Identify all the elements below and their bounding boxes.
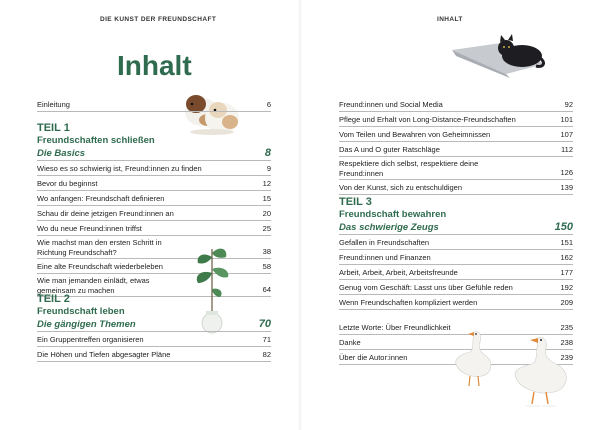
running-head-right: INHALT xyxy=(437,16,463,23)
geese-illustration xyxy=(450,326,600,416)
toc-entry[interactable] xyxy=(339,97,573,112)
toc-entry-title: Wieso es so schwierig ist, Freund:innen zu finden xyxy=(37,164,202,173)
part-1-subtitle-row[interactable] xyxy=(37,147,271,161)
part-2-subtitle-row[interactable] xyxy=(37,318,271,332)
toc-entry-title: Das A und O guter Ratschläge xyxy=(339,145,440,154)
toc-entry-title: Schau dir deine jetzigen Freund:innen an xyxy=(37,209,174,218)
toc-entry-page: 235 xyxy=(560,323,573,332)
toc-entry-page: 12 xyxy=(262,179,271,188)
toc-entry-title: Freund:innen und Social Media xyxy=(339,100,443,109)
toc-entry-title: Gefallen in Freundschaften xyxy=(339,238,430,247)
toc-entry[interactable] xyxy=(339,157,573,180)
toc-entry[interactable] xyxy=(339,250,573,265)
toc-entry-title: Einleitung xyxy=(37,100,70,109)
toc-entry-title: Wie machst man den ersten Schritt in Richtung Freundschaft? xyxy=(37,238,162,257)
toc-entry-page: 101 xyxy=(560,115,573,124)
part-2-subtitle: Die gängigen Themen xyxy=(37,319,136,330)
toc-entry-title: Letzte Worte: Über Freundlichkeit xyxy=(339,323,451,332)
toc-entry-title: Pflege und Erhalt von Long-Distance-Freundschaften xyxy=(339,115,516,124)
toc-entry-page: 71 xyxy=(262,335,271,344)
toc-entry[interactable] xyxy=(37,176,271,191)
part-3-subtitle: Das schwierige Zeugs xyxy=(339,222,439,233)
toc-entry-page: 82 xyxy=(262,350,271,359)
toc-entry[interactable] xyxy=(37,221,271,236)
toc-entry-page: 20 xyxy=(262,209,271,218)
page-title: Inhalt xyxy=(117,50,192,81)
part-3-label: TEIL 3 xyxy=(339,196,372,208)
toc-entry[interactable] xyxy=(339,295,573,310)
part-3 xyxy=(339,196,573,310)
toc-entry[interactable] xyxy=(339,235,573,250)
right-page xyxy=(300,0,600,430)
toc-entry-title: Genug vom Geschäft: Lasst uns über Gefühle reden xyxy=(339,283,513,292)
toc-entry-page: 209 xyxy=(560,298,573,307)
toc-entry-page: 9 xyxy=(266,164,271,173)
toc-entry-page: 38 xyxy=(262,247,271,256)
toc-entry[interactable] xyxy=(339,127,573,142)
toc-entry-page: 192 xyxy=(560,283,573,292)
toc-left xyxy=(37,97,271,112)
toc-entry[interactable] xyxy=(339,265,573,280)
part-1 xyxy=(37,122,271,297)
toc-entry-title: Wo anfangen: Freundschaft definieren xyxy=(37,194,165,203)
toc-entry-title: Ein Gruppentreffen organisieren xyxy=(37,335,144,344)
part-2-title: Freundschaft leben xyxy=(37,306,125,317)
part-3-page: 150 xyxy=(554,221,573,233)
toc-entry[interactable] xyxy=(339,112,573,127)
toc-entry[interactable] xyxy=(37,236,271,259)
part-2-page: 70 xyxy=(258,318,271,330)
toc-entry-title: Die Höhen und Tiefen abgesagter Pläne xyxy=(37,350,171,359)
toc-entry-title: Freund:innen und Finanzen xyxy=(339,253,431,262)
toc-entry-page: 126 xyxy=(560,168,573,177)
toc-entry-title: Wie man jemanden einlädt, etwas gemeinsam zu machen xyxy=(37,276,150,295)
toc-entry-page: 92 xyxy=(564,100,573,109)
toc-entry-page: 25 xyxy=(262,224,271,233)
toc-entry-page: 107 xyxy=(560,130,573,139)
toc-entry-page: 239 xyxy=(560,353,573,362)
toc-entry-page: 6 xyxy=(266,100,271,109)
toc-entry-page: 151 xyxy=(560,238,573,247)
toc-entry-title: Bevor du beginnst xyxy=(37,179,98,188)
toc-entry-page: 177 xyxy=(560,268,573,277)
toc-entry[interactable] xyxy=(37,206,271,221)
toc-entry-title: Arbeit, Arbeit, Arbeit, Arbeitsfreunde xyxy=(339,268,458,277)
toc-entry-title: Danke xyxy=(339,338,361,347)
toc-right-top xyxy=(339,97,573,195)
toc-entry[interactable] xyxy=(339,180,573,195)
part-1-label: TEIL 1 xyxy=(37,122,70,134)
toc-entry[interactable] xyxy=(37,332,271,347)
toc-entry-title: Respektiere dich selbst, respektiere deine Freund:innen xyxy=(339,159,479,178)
part-1-title: Freundschaften schließen xyxy=(37,135,155,146)
running-head-left: DIE KUNST DER FREUNDSCHAFT xyxy=(100,16,217,23)
cat-on-laptop-illustration xyxy=(448,34,548,80)
toc-entry-page: 15 xyxy=(262,194,271,203)
toc-entry[interactable] xyxy=(37,161,271,176)
toc-entry[interactable] xyxy=(37,259,271,274)
toc-entry-title: Wo du neue Freund:innen triffst xyxy=(37,224,142,233)
toc-entry-title: Eine alte Freundschaft wiederbeleben xyxy=(37,262,163,271)
part-1-page: 8 xyxy=(264,147,271,159)
toc-entry[interactable] xyxy=(37,191,271,206)
part-3-subtitle-row[interactable] xyxy=(339,221,573,235)
part-2 xyxy=(37,293,271,362)
toc-entry-intro[interactable] xyxy=(37,97,271,112)
toc-entry-page: 139 xyxy=(560,183,573,192)
toc-entry-title: Vom Teilen und Bewahren von Geheimnissen xyxy=(339,130,491,139)
toc-entry[interactable] xyxy=(37,347,271,362)
toc-entry-title: Wenn Freundschaften kompliziert werden xyxy=(339,298,478,307)
part-1-subtitle: Die Basics xyxy=(37,148,86,159)
toc-entry-title: Über die Autor:innen xyxy=(339,353,408,362)
toc-entry[interactable] xyxy=(339,280,573,295)
part-3-title: Freundschaft bewahren xyxy=(339,209,447,220)
toc-entry-page: 112 xyxy=(561,145,573,154)
toc-entry-title: Von der Kunst, sich zu entschuldigen xyxy=(339,183,462,192)
part-2-label: TEIL 2 xyxy=(37,293,70,305)
toc-entry-page: 58 xyxy=(262,262,271,271)
toc-entry-page: 162 xyxy=(560,253,573,262)
toc-entry-page: 64 xyxy=(262,285,271,294)
toc-entry-page: 238 xyxy=(560,338,573,347)
toc-entry[interactable] xyxy=(339,142,573,157)
